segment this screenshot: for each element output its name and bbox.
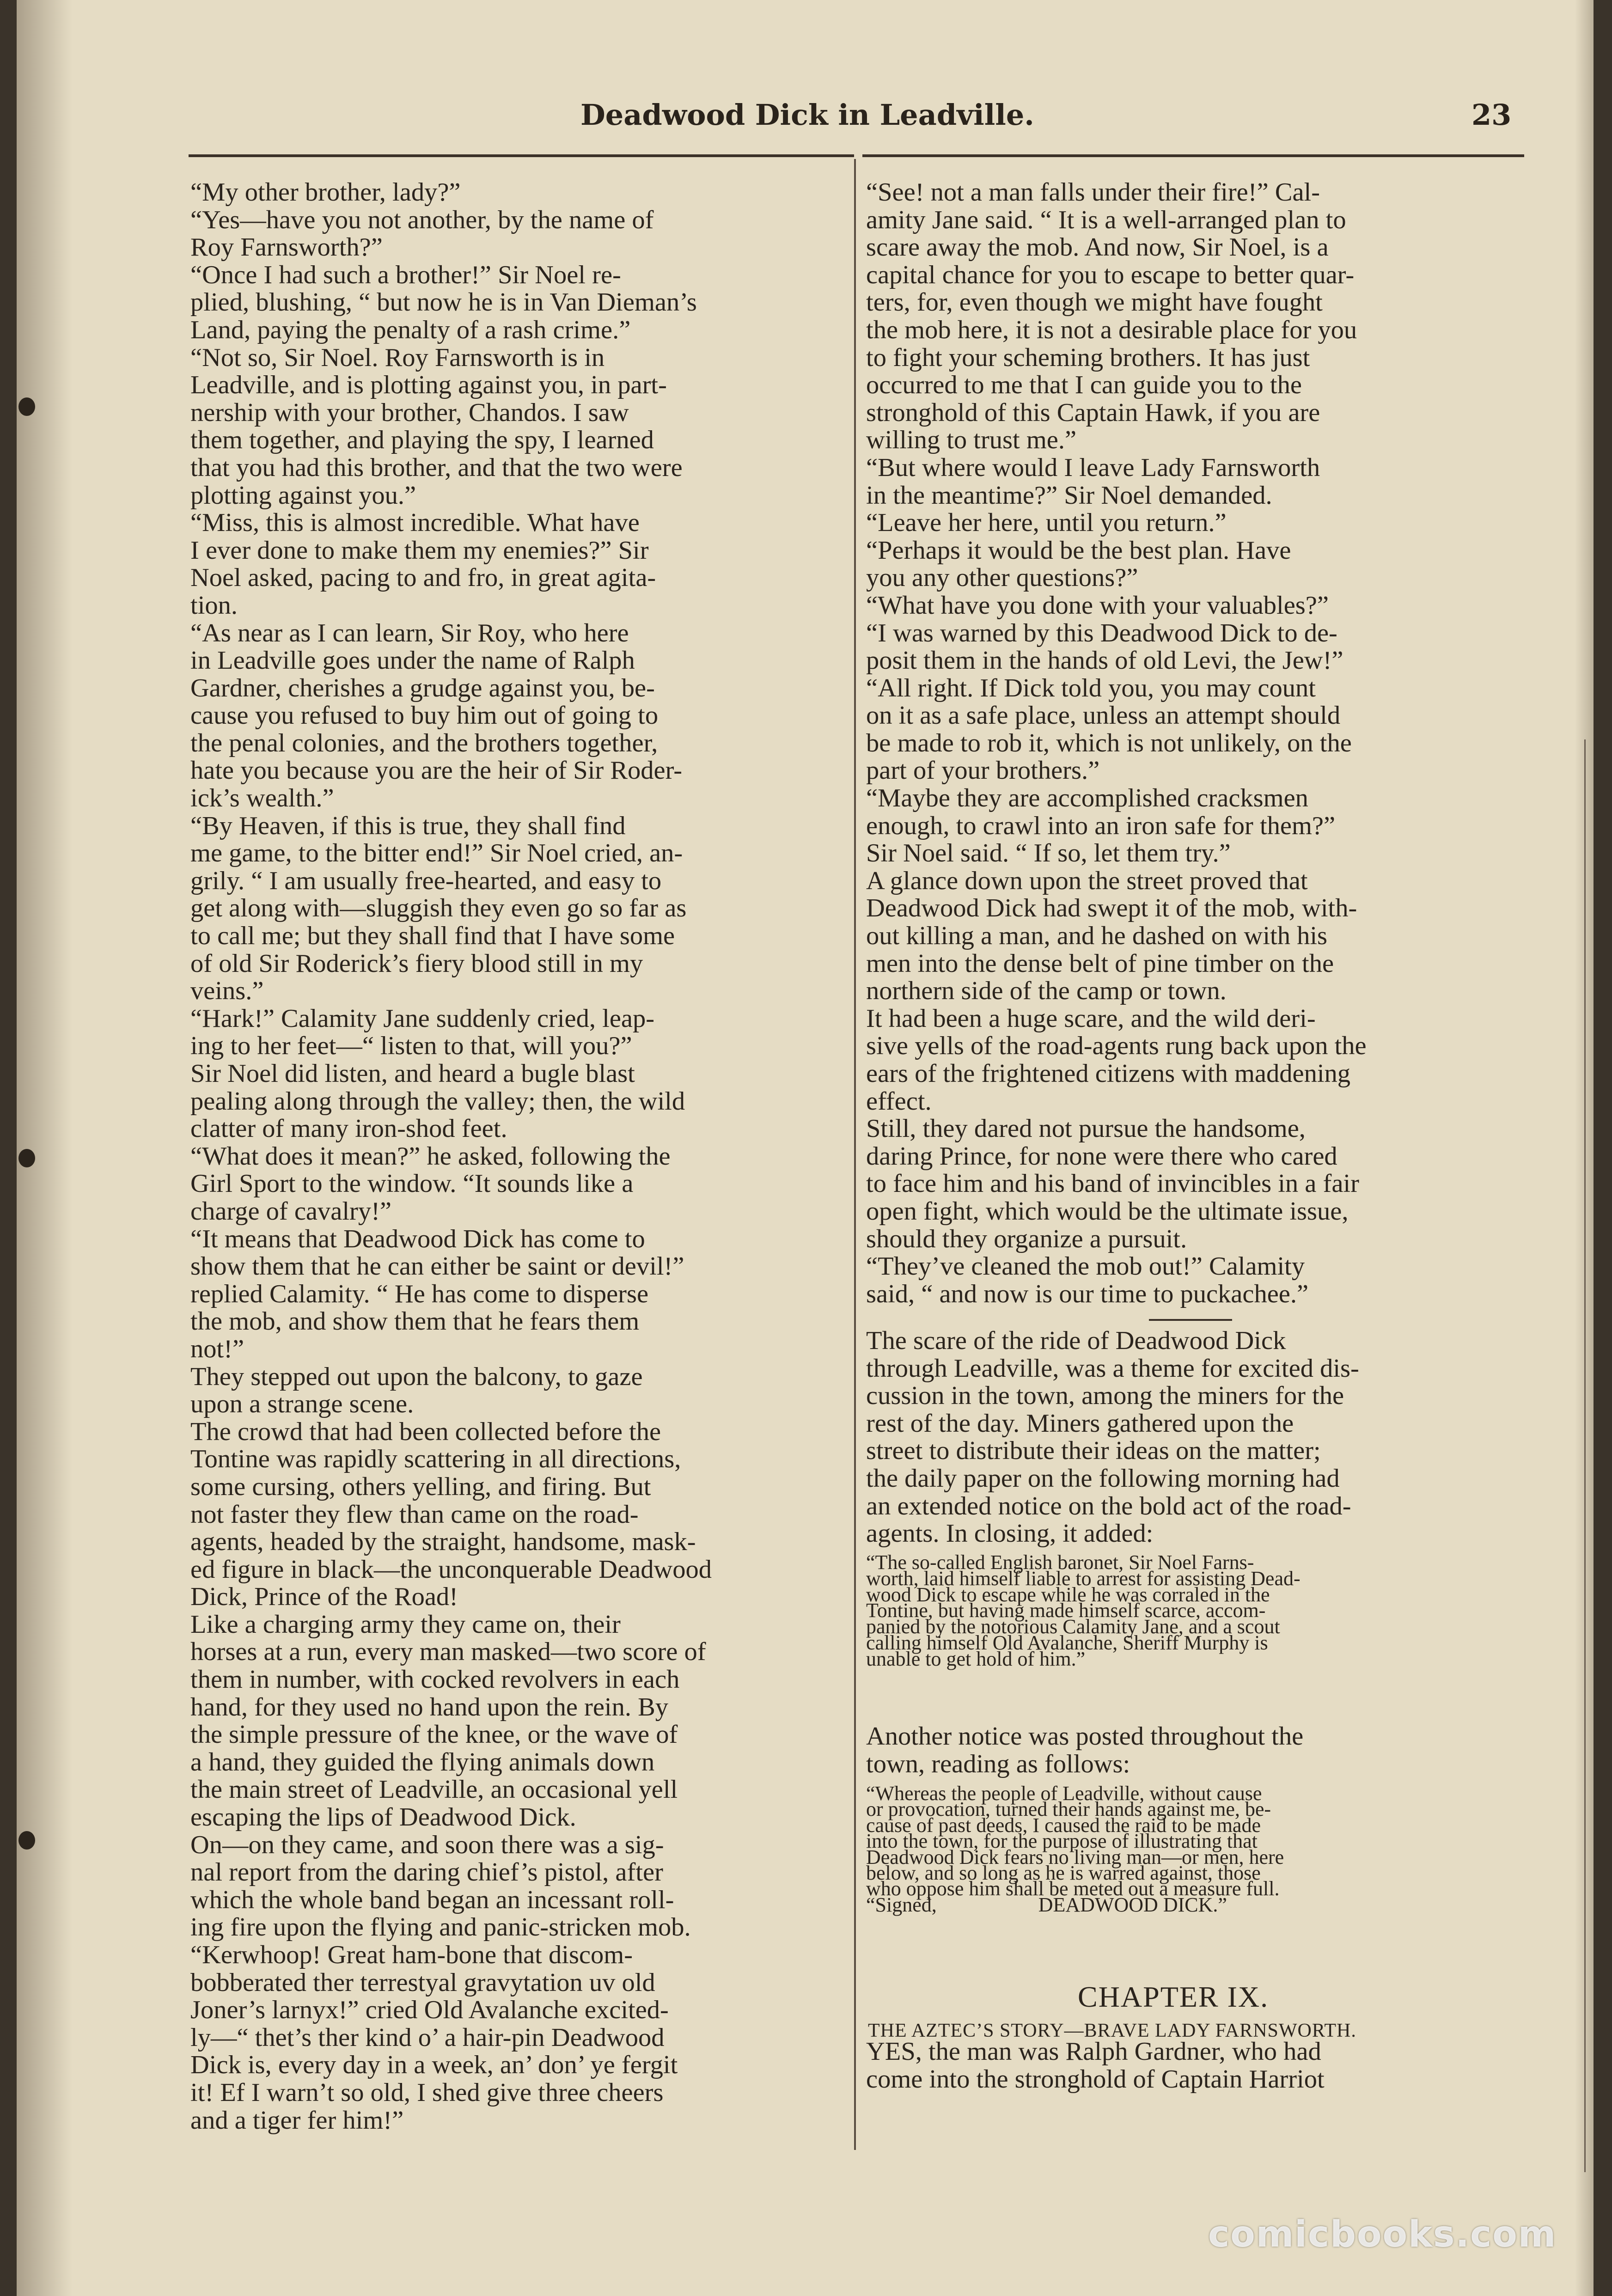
text-line: some cursing, others yelling, and firing. But	[190, 1472, 651, 1501]
text-line: get along with—sluggish they even go so far as	[190, 894, 687, 923]
text-line: bobberated ther terrestyal gravytation uv old	[190, 1968, 655, 1997]
text-line: me game, to the bitter end!” Sir Noel cried, an-	[190, 839, 683, 868]
text-line: “Hark!” Calamity Jane suddenly cried, leap-	[190, 1004, 655, 1033]
text-line: that you had this brother, and that the two were	[190, 453, 683, 482]
text-line: agents, headed by the straight, handsome, mask-	[190, 1527, 696, 1557]
chapter-subtitle: THE AZTEC’S STORY—BRAVE LADY FARNSWORTH.	[868, 2020, 1356, 2041]
text-line: The scare of the ride of Deadwood Dick	[866, 1326, 1286, 1355]
text-line: enough, to crawl into an iron safe for them?”	[866, 811, 1336, 840]
text-line: “Whereas the people of Leadville, without cause	[866, 1782, 1262, 1805]
page-edge-rule	[1584, 739, 1586, 2172]
text-line: worth, laid himself liable to arrest for assisting Dead-	[866, 1567, 1301, 1590]
header-rule	[862, 154, 1524, 157]
text-line: “It means that Deadwood Dick has come to	[190, 1224, 645, 1253]
text-line: ing to her feet—“ listen to that, will you?”	[190, 1032, 632, 1061]
text-line: cussion in the town, among the miners for the	[866, 1381, 1344, 1411]
text-line: calling himself Old Avalanche, Sheriff Murphy is	[866, 1631, 1268, 1654]
text-line: men into the dense belt of pine timber on the	[866, 949, 1334, 978]
binding-hole	[18, 1831, 35, 1850]
text-line: in the meantime?” Sir Noel demanded.	[866, 481, 1272, 510]
text-line: nership with your brother, Chandos. I saw	[190, 398, 629, 427]
text-line: ears of the frightened citizens with maddening	[866, 1059, 1351, 1088]
text-line: agents. In closing, it added:	[866, 1519, 1154, 1548]
text-line: Like a charging army they came on, their	[190, 1610, 621, 1639]
text-line: “As near as I can learn, Sir Roy, who here	[190, 618, 629, 647]
right-column-bottom	[866, 2038, 1519, 2093]
text-line: Noel asked, pacing to and fro, in great agita-	[190, 563, 656, 592]
text-line: wood Dick to escape while he was corraled in the	[866, 1583, 1270, 1606]
text-line: effect.	[866, 1087, 932, 1116]
section-break-rule	[1149, 1319, 1232, 1321]
text-line: upon a strange scene.	[190, 1390, 414, 1419]
text-line: unable to get hold of him.”	[866, 1647, 1086, 1670]
text-line: “The so-called English baronet, Sir Noel Farns-	[866, 1551, 1254, 1574]
text-line: which the whole band began an incessant roll-	[190, 1885, 674, 1914]
text-line: plotting against you.”	[190, 481, 416, 510]
text-line: open fight, which would be the ultimate issue,	[866, 1197, 1349, 1226]
text-line: horses at a run, every man masked—two score of	[190, 1637, 706, 1667]
text-line: Dick is, every day in a week, an’ don’ ye fergit	[190, 2051, 678, 2080]
text-line: the daily paper on the following morning had	[866, 1464, 1340, 1493]
text-line: “Not so, Sir Noel. Roy Farnsworth is in	[190, 343, 605, 372]
text-line: Deadwood Dick had swept it of the mob, with-	[866, 894, 1357, 923]
text-line: Gardner, cherishes a grudge against you, be-	[190, 673, 655, 702]
binding-hole	[18, 1149, 35, 1167]
text-line: grily. “ I am usually free-hearted, and easy to	[190, 866, 662, 895]
text-line: into the town, for the purpose of illustrating that	[866, 1830, 1258, 1853]
left-column	[190, 179, 843, 2134]
magazine-page	[17, 0, 1594, 2296]
text-line: below, and so long as he is warred against, those	[866, 1861, 1261, 1884]
text-line: an extended notice on the bold act of the road-	[866, 1491, 1351, 1520]
text-line: tion.	[190, 591, 238, 620]
text-line: or provocation, turned their hands against me, be-	[866, 1798, 1271, 1821]
posted-notice	[866, 1782, 1519, 1916]
text-line: ing fire upon the flying and panic-stricken mob.	[190, 1913, 691, 1942]
right-column-top	[866, 179, 1519, 1308]
text-line: to fight your scheming brothers. It has just	[866, 343, 1310, 372]
text-line: Another notice was posted throughout the	[866, 1722, 1304, 1751]
text-line: posit them in the hands of old Levi, the Jew!”	[866, 646, 1343, 675]
text-line: be made to rob it, which is not unlikely, on the	[866, 728, 1352, 757]
text-line: to face him and his band of invincibles in a fair	[866, 1169, 1359, 1198]
text-line: a hand, they guided the flying animals down	[190, 1747, 655, 1777]
text-line: “Leave her here, until you return.”	[866, 508, 1227, 537]
text-line: said, “ and now is our time to puckachee.”	[866, 1279, 1309, 1308]
text-line: amity Jane said. “ It is a well-arranged plan to	[866, 205, 1346, 234]
text-line: not faster they flew than came on the road-	[190, 1500, 639, 1529]
text-line: ick’s wealth.”	[190, 784, 334, 813]
text-line: the mob, and show them that he fears them	[190, 1307, 640, 1336]
text-line: “Yes—have you not another, by the name of	[190, 205, 654, 234]
binding-shadow	[17, 0, 72, 2296]
text-line: part of your brothers.”	[866, 756, 1100, 785]
text-line: Tontine, but having made himself scarce, accom-	[866, 1599, 1266, 1622]
text-line: rest of the day. Miners gathered upon the	[866, 1409, 1294, 1438]
text-line: the mob here, it is not a desirable place for you	[866, 315, 1357, 344]
text-line: occurred to me that I can guide you to the	[866, 371, 1302, 400]
text-line: stronghold of this Captain Hawk, if you are	[866, 398, 1320, 427]
text-line: them in number, with cocked revolvers in each	[190, 1665, 680, 1694]
text-line: “My other brother, lady?”	[190, 178, 461, 207]
right-column-middle	[866, 1327, 1519, 1548]
text-line: ly—“ thet’s ther kind o’ a hair-pin Deadwood	[190, 2023, 665, 2052]
text-line: plied, blushing, “ but now he is in Van Dieman’s	[190, 288, 697, 317]
text-line: the simple pressure of the knee, or the wave of	[190, 1720, 678, 1749]
text-line: “What does it mean?” he asked, following the	[190, 1142, 671, 1171]
text-line: of old Sir Roderick’s fiery blood still in my	[190, 949, 643, 978]
text-line: replied Calamity. “ He has come to disperse	[190, 1279, 649, 1308]
text-line: escaping the lips of Deadwood Dick.	[190, 1803, 576, 1832]
text-line: “All right. If Dick told you, you may count	[866, 673, 1316, 702]
text-line: Girl Sport to the window. “It sounds like a	[190, 1169, 634, 1198]
text-line: A glance down upon the street proved that	[866, 866, 1308, 895]
text-line: to call me; but they shall find that I have some	[190, 922, 675, 951]
text-line: Dick, Prince of the Road!	[190, 1582, 458, 1612]
text-line: It had been a huge scare, and the wild deri-	[866, 1004, 1316, 1033]
newspaper-quote	[866, 1551, 1519, 1670]
text-line: Joner’s larnyx!” cried Old Avalanche excited-	[190, 1996, 669, 2025]
text-line: “Once I had such a brother!” Sir Noel re-	[190, 260, 621, 289]
text-line: charge of cavalry!”	[190, 1197, 391, 1226]
text-line: “By Heaven, if this is true, they shall find	[190, 811, 626, 840]
text-line: and a tiger fer him!”	[190, 2106, 404, 2135]
text-line: scare away the mob. And now, Sir Noel, is a	[866, 233, 1329, 262]
text-line: hand, for they used no hand upon the rein. By	[190, 1692, 669, 1722]
text-line: it! Ef I warn’t so old, I shed give three cheers	[190, 2078, 664, 2107]
text-line: Tontine was rapidly scattering in all directions,	[190, 1445, 681, 1474]
text-line: come into the stronghold of Captain Harriot	[866, 2064, 1325, 2094]
text-line: town, reading as follows:	[866, 1749, 1130, 1778]
text-line: I ever done to make them my enemies?” Sir	[190, 536, 649, 565]
text-line: pealing along through the valley; then, the wild	[190, 1087, 685, 1116]
text-line: sive yells of the road-agents rung back upon the	[866, 1032, 1367, 1061]
text-line: northern side of the camp or town.	[866, 977, 1227, 1006]
text-line: Sir Noel did listen, and heard a bugle blast	[190, 1059, 635, 1088]
binding-hole	[18, 397, 35, 416]
text-line: “Perhaps it would be the best plan. Have	[866, 536, 1291, 565]
right-column-middle-2	[866, 1723, 1519, 1778]
text-line: ters, for, even though we might have fought	[866, 288, 1323, 317]
text-line: nal report from the daring chief’s pistol, after	[190, 1858, 663, 1887]
text-line: veins.”	[190, 977, 264, 1006]
text-line: “I was warned by this Deadwood Dick to de-	[866, 618, 1337, 647]
text-line: the main street of Leadville, an occasional yell	[190, 1775, 678, 1804]
text-line: cause you refused to buy him out of going to	[190, 701, 659, 730]
text-line: Still, they dared not pursue the handsome,	[866, 1114, 1306, 1143]
text-line: On—on they came, and soon there was a sig-	[190, 1830, 664, 1859]
text-line: willing to trust me.”	[866, 426, 1077, 455]
text-line: Roy Farnsworth?”	[190, 233, 383, 262]
text-line: in Leadville goes under the name of Ralph	[190, 646, 635, 675]
text-line: on it as a safe place, unless an attempt should	[866, 701, 1341, 730]
text-line: They stepped out upon the balcony, to gaze	[190, 1362, 643, 1391]
column-divider	[854, 159, 856, 2150]
text-line: hate you because you are the heir of Sir Roder-	[190, 756, 683, 785]
text-line: show them that he can either be saint or devil!”	[190, 1252, 684, 1281]
text-line: “Signed, DEADWOOD DICK.”	[866, 1893, 1227, 1916]
text-line: “Maybe they are accomplished cracksmen	[866, 784, 1308, 813]
text-line: not!”	[190, 1334, 244, 1363]
text-line: capital chance for you to escape to better quar-	[866, 260, 1355, 289]
text-line: “What have you done with your valuables?”	[866, 591, 1329, 620]
text-line: cause of past deeds, I caused the raid to be made	[866, 1814, 1261, 1837]
text-line: ed figure in black—the unconquerable Deadwood	[190, 1555, 712, 1584]
text-line: out killing a man, and he dashed on with his	[866, 922, 1328, 951]
text-line: panied by the notorious Calamity Jane, and a scout	[866, 1615, 1280, 1638]
page-number: 23	[1472, 98, 1512, 132]
running-head: Deadwood Dick in Leadville.	[580, 98, 1034, 132]
text-line: should they organize a pursuit.	[866, 1224, 1187, 1253]
text-line: you any other questions?”	[866, 563, 1138, 592]
text-line: who oppose him shall be meted out a measure full.	[866, 1877, 1280, 1900]
text-line: YES, the man was Ralph Gardner, who had	[866, 2037, 1321, 2066]
text-line: daring Prince, for none were there who cared	[866, 1142, 1337, 1171]
text-line: Leadville, and is plotting against you, in part-	[190, 371, 667, 400]
text-line: Deadwood Dick fears no living man—or men, here	[866, 1845, 1284, 1869]
text-line: “Kerwhoop! Great ham-bone that discom-	[190, 1941, 633, 1969]
text-line: street to distribute their ideas on the matter;	[866, 1436, 1321, 1466]
text-line: through Leadville, was a theme for excited dis-	[866, 1354, 1359, 1383]
text-line: Sir Noel said. “ If so, let them try.”	[866, 839, 1231, 868]
site-watermark: comicbooks.com	[1208, 2214, 1557, 2255]
text-line: “But where would I leave Lady Farnsworth	[866, 453, 1320, 482]
text-line: “See! not a man falls under their fire!” Cal-	[866, 178, 1320, 207]
text-line: Land, paying the penalty of a rash crime.”	[190, 315, 631, 344]
header-rule	[189, 154, 854, 157]
text-line: the penal colonies, and the brothers together,	[190, 728, 658, 757]
text-line: them together, and playing the spy, I learned	[190, 426, 654, 455]
text-line: “They’ve cleaned the mob out!” Calamity	[866, 1252, 1305, 1281]
text-line: clatter of many iron-shod feet.	[190, 1114, 507, 1143]
text-line: The crowd that had been collected before the	[190, 1417, 661, 1446]
chapter-title: CHAPTER IX.	[1078, 1980, 1269, 2013]
text-line: “Miss, this is almost incredible. What have	[190, 508, 640, 537]
